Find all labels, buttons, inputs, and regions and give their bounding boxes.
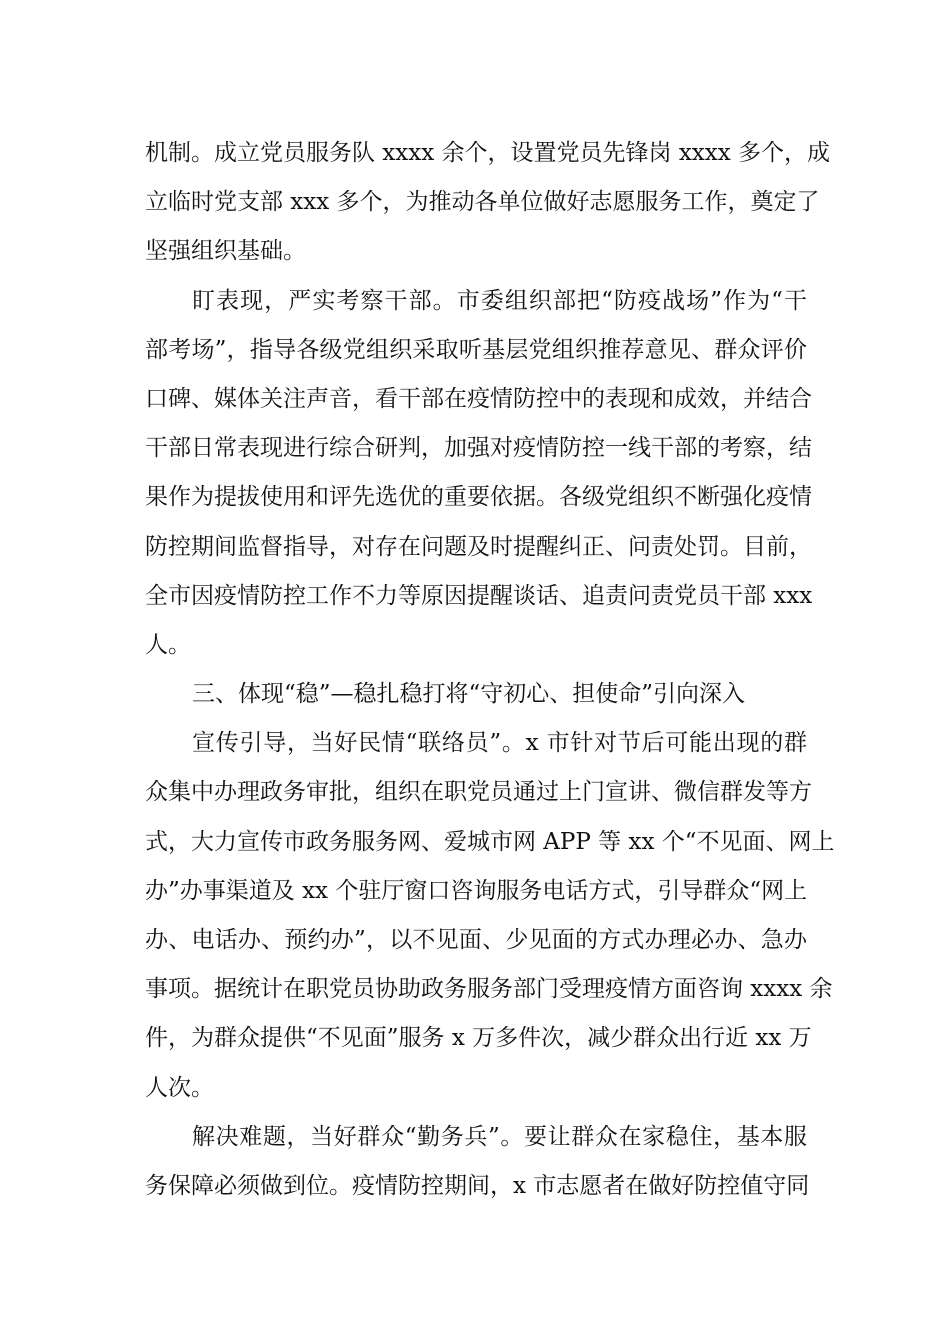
- text-line: 务保障必须做到位。疫情防控期间，x 市志愿者在做好防控值守同: [145, 1172, 810, 1199]
- text-line: 部考场”，指导各级党组织采取听基层党组织推荐意见、群众评价: [145, 336, 807, 363]
- text-line: 口碑、媒体关注声音，看干部在疫情防控中的表现和成效，并结合: [145, 385, 812, 412]
- text-line: 机制。成立党员服务队 xxxx 余个，设置党员先锋岗 xxxx 多个，成: [145, 140, 831, 166]
- text-line: 件，为群众提供“不见面”服务 x 万多件次，减少群众出行近 xx 万: [145, 1025, 812, 1052]
- text-line: 宣传引导，当好民情“联络员”。x 市针对节后可能出现的群: [192, 730, 807, 757]
- document-page: [145, 129, 835, 1211]
- paragraph-4: [145, 1113, 810, 1211]
- text-line: 立临时党支部 xxx 多个，为推动各单位做好志愿服务工作，奠定了: [145, 189, 820, 216]
- text-line: 事项。据统计在职党员协助政务服务部门受理疫情方面咨询 xxxx 余: [145, 976, 833, 1003]
- paragraph-1: [145, 129, 831, 277]
- paragraph-3: [145, 719, 835, 1113]
- text-line: 坚强组织基础。: [145, 238, 306, 265]
- text-line: 果作为提拔使用和评先选优的重要依据。各级党组织不断强化疫情: [145, 484, 812, 511]
- text-line: 众集中办理政务审批，组织在职党员通过上门宣讲、微信群发等方: [145, 779, 812, 806]
- paragraph-2: [145, 277, 813, 671]
- text-line: 盯表现，严实考察干部。市委组织部把“防疫战场”作为“干: [192, 287, 807, 314]
- text-line: 办”办事渠道及 xx 个驻厅窗口咨询服务电话方式，引导群众“网上: [145, 877, 808, 904]
- text-line: 人次。: [145, 1074, 214, 1101]
- text-line: 解决难题，当好群众“勤务兵”。要让群众在家稳住，基本服: [192, 1123, 807, 1150]
- text-line: 办、电话办、预约办”，以不见面、少见面的方式办理必办、急办: [145, 927, 807, 953]
- text-line: 人。: [145, 631, 191, 658]
- heading-line: 三、体现“稳”—稳扎稳打将“守初心、担使命”引向深入: [192, 681, 746, 708]
- text-line: 干部日常表现进行综合研判，加强对疫情防控一线干部的考察，结: [145, 435, 812, 462]
- section-heading: [145, 670, 807, 719]
- text-line: 全市因疫情防控工作不力等原因提醒谈话、追责问责党员干部 xxx: [145, 582, 813, 609]
- text-line: 防控期间监督指导，对存在问题及时提醒纠正、问责处罚。目前，: [145, 533, 812, 560]
- text-line: 式，大力宣传市政务服务网、爱城市网 APP 等 xx 个“不见面、网上: [145, 828, 835, 855]
